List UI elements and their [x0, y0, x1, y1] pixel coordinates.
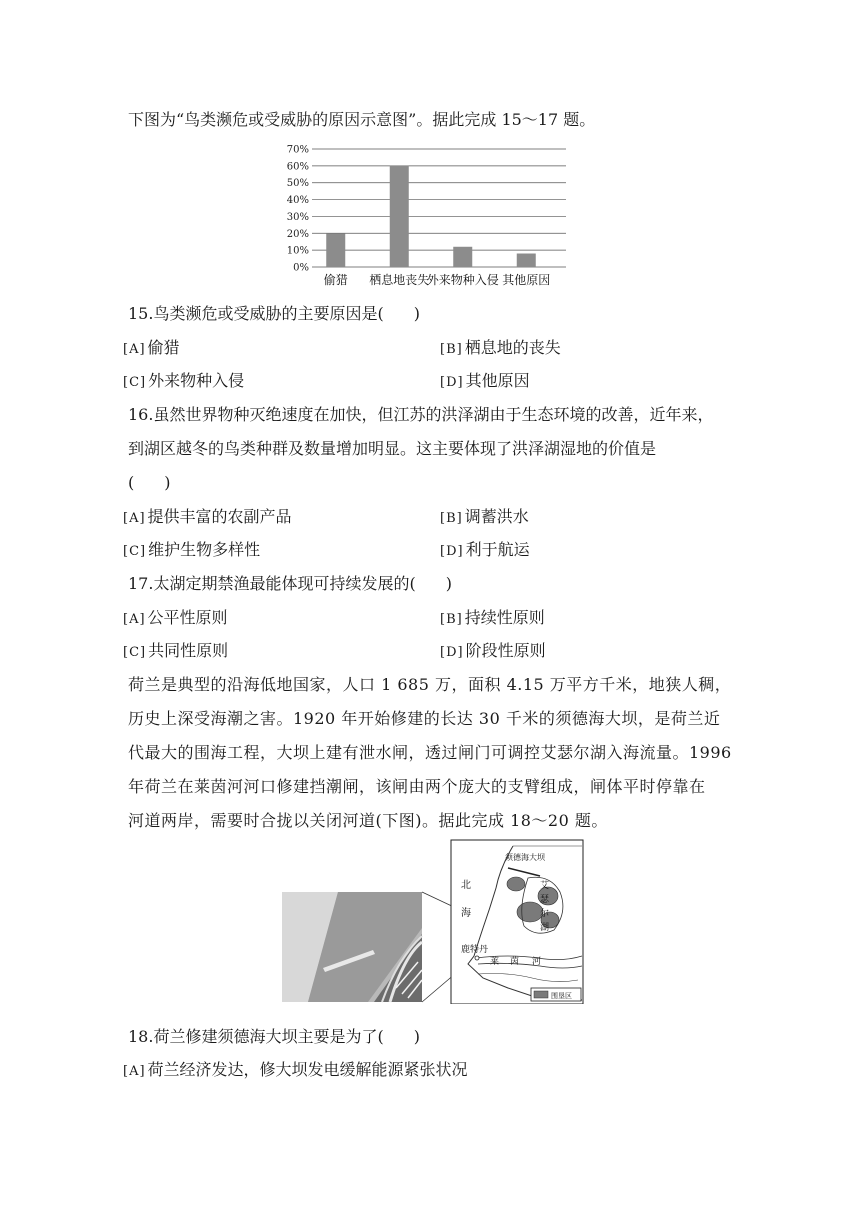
- intro2-line4: 年荷兰在莱茵河河口修建挡潮闸，该闸由两个庞大的支臂组成，闸体平时停靠在: [128, 777, 706, 796]
- intro2-line2: 历史上深受海潮之害。1920 年开始修建的长达 30 千米的须德海大坝，是荷兰近: [128, 709, 721, 728]
- q16-option-b[interactable]: [B] 调蓄洪水: [440, 507, 529, 526]
- intro2-line1: 荷兰是典型的沿海低地国家，人口 1 685 万，面积 4.15 万平方千米，地狭人稠，: [128, 675, 732, 694]
- q15-option-b[interactable]: [B] 栖息地的丧失: [440, 338, 561, 357]
- y-tick-label: 70%: [286, 144, 309, 156]
- lake-label: 湖: [540, 923, 550, 933]
- legend-swatch: [534, 991, 548, 998]
- y-tick-label: 60%: [286, 161, 309, 173]
- q16-stem-line2: 到湖区越冬的鸟类种群及数量增加明显。这主要体现了洪泽湖湿地的价值是: [128, 439, 657, 458]
- intro-text: 下图为“鸟类濒危或受威胁的原因示意图”。据此完成 15～17 题。: [128, 110, 596, 129]
- bar: [326, 233, 345, 267]
- q16-answer-paren: ( ): [128, 473, 171, 492]
- y-tick-label: 20%: [286, 228, 309, 240]
- intro2-line5: 河道两岸，需要时合拢以关闭河道(下图)。据此完成 18～20 题。: [128, 811, 608, 830]
- y-tick-label: 10%: [286, 245, 309, 257]
- netherlands-map: [451, 840, 583, 1004]
- river-label: 河: [532, 957, 542, 967]
- river-label: 茵: [510, 957, 520, 967]
- rotterdam-marker: [475, 956, 479, 960]
- x-tick-label: 偷猎: [323, 273, 348, 287]
- sea-label: 北: [461, 880, 471, 891]
- river-label: 莱: [490, 957, 500, 967]
- q18-option-a[interactable]: [A] 荷兰经济发达，修大坝发电缓解能源紧张状况: [123, 1060, 468, 1079]
- city-label: 鹿特丹: [461, 945, 489, 955]
- y-tick-label: 30%: [286, 211, 309, 223]
- q15-stem: 15.鸟类濒危或受威胁的主要原因是( ): [128, 304, 420, 323]
- netherlands-figure: [278, 838, 588, 1004]
- barrier-photo: [282, 892, 422, 1002]
- q16-option-d[interactable]: [D] 利于航运: [440, 540, 530, 559]
- y-tick-label: 40%: [286, 195, 309, 207]
- bar: [453, 247, 472, 267]
- lake-label: 艾: [540, 881, 550, 891]
- q17-stem: 17.太湖定期禁渔最能体现可持续发展的( ): [128, 574, 452, 593]
- sea-label: 海: [461, 908, 471, 919]
- x-tick-label: 其他原因: [502, 273, 551, 287]
- lake-label: 瑟: [540, 895, 550, 905]
- q16-option-c[interactable]: [C] 维护生物多样性: [123, 540, 261, 559]
- q15-option-a[interactable]: [A] 偷猎: [123, 338, 180, 357]
- q17-option-a[interactable]: [A] 公平性原则: [123, 608, 228, 627]
- q15-option-c[interactable]: [C] 外来物种入侵: [123, 371, 245, 390]
- dam-label: 须德海大坝: [505, 853, 545, 862]
- bar: [390, 166, 409, 267]
- q17-option-d[interactable]: [D] 阶段性原则: [440, 641, 546, 660]
- q16-option-a[interactable]: [A] 提供丰富的农副产品: [123, 507, 292, 526]
- bar: [517, 254, 536, 267]
- y-tick-label: 0%: [293, 262, 309, 274]
- bird-threat-bar-chart: [280, 140, 580, 292]
- q17-option-c[interactable]: [C] 共同性原则: [123, 641, 229, 660]
- reclaim-area: [507, 877, 525, 891]
- lake-label: 尔: [540, 909, 550, 919]
- y-tick-label: 50%: [286, 178, 309, 190]
- legend-label: 围垦区: [551, 992, 572, 1000]
- intro2-line3: 代最大的围海工程，大坝上建有泄水闸，透过闸门可调控艾瑟尔湖入海流量。1996: [128, 743, 732, 762]
- q18-stem: 18.荷兰修建须德海大坝主要是为了( ): [128, 1027, 420, 1046]
- x-tick-label: 外来物种入侵: [426, 273, 499, 287]
- q15-option-d[interactable]: [D] 其他原因: [440, 371, 530, 390]
- x-tick-label: 栖息地丧失: [369, 273, 430, 287]
- q16-stem-line1: 16.虽然世界物种灭绝速度在加快，但江苏的洪泽湖由于生态环境的改善，近年来，: [128, 405, 714, 424]
- q17-option-b[interactable]: [B] 持续性原则: [440, 608, 545, 627]
